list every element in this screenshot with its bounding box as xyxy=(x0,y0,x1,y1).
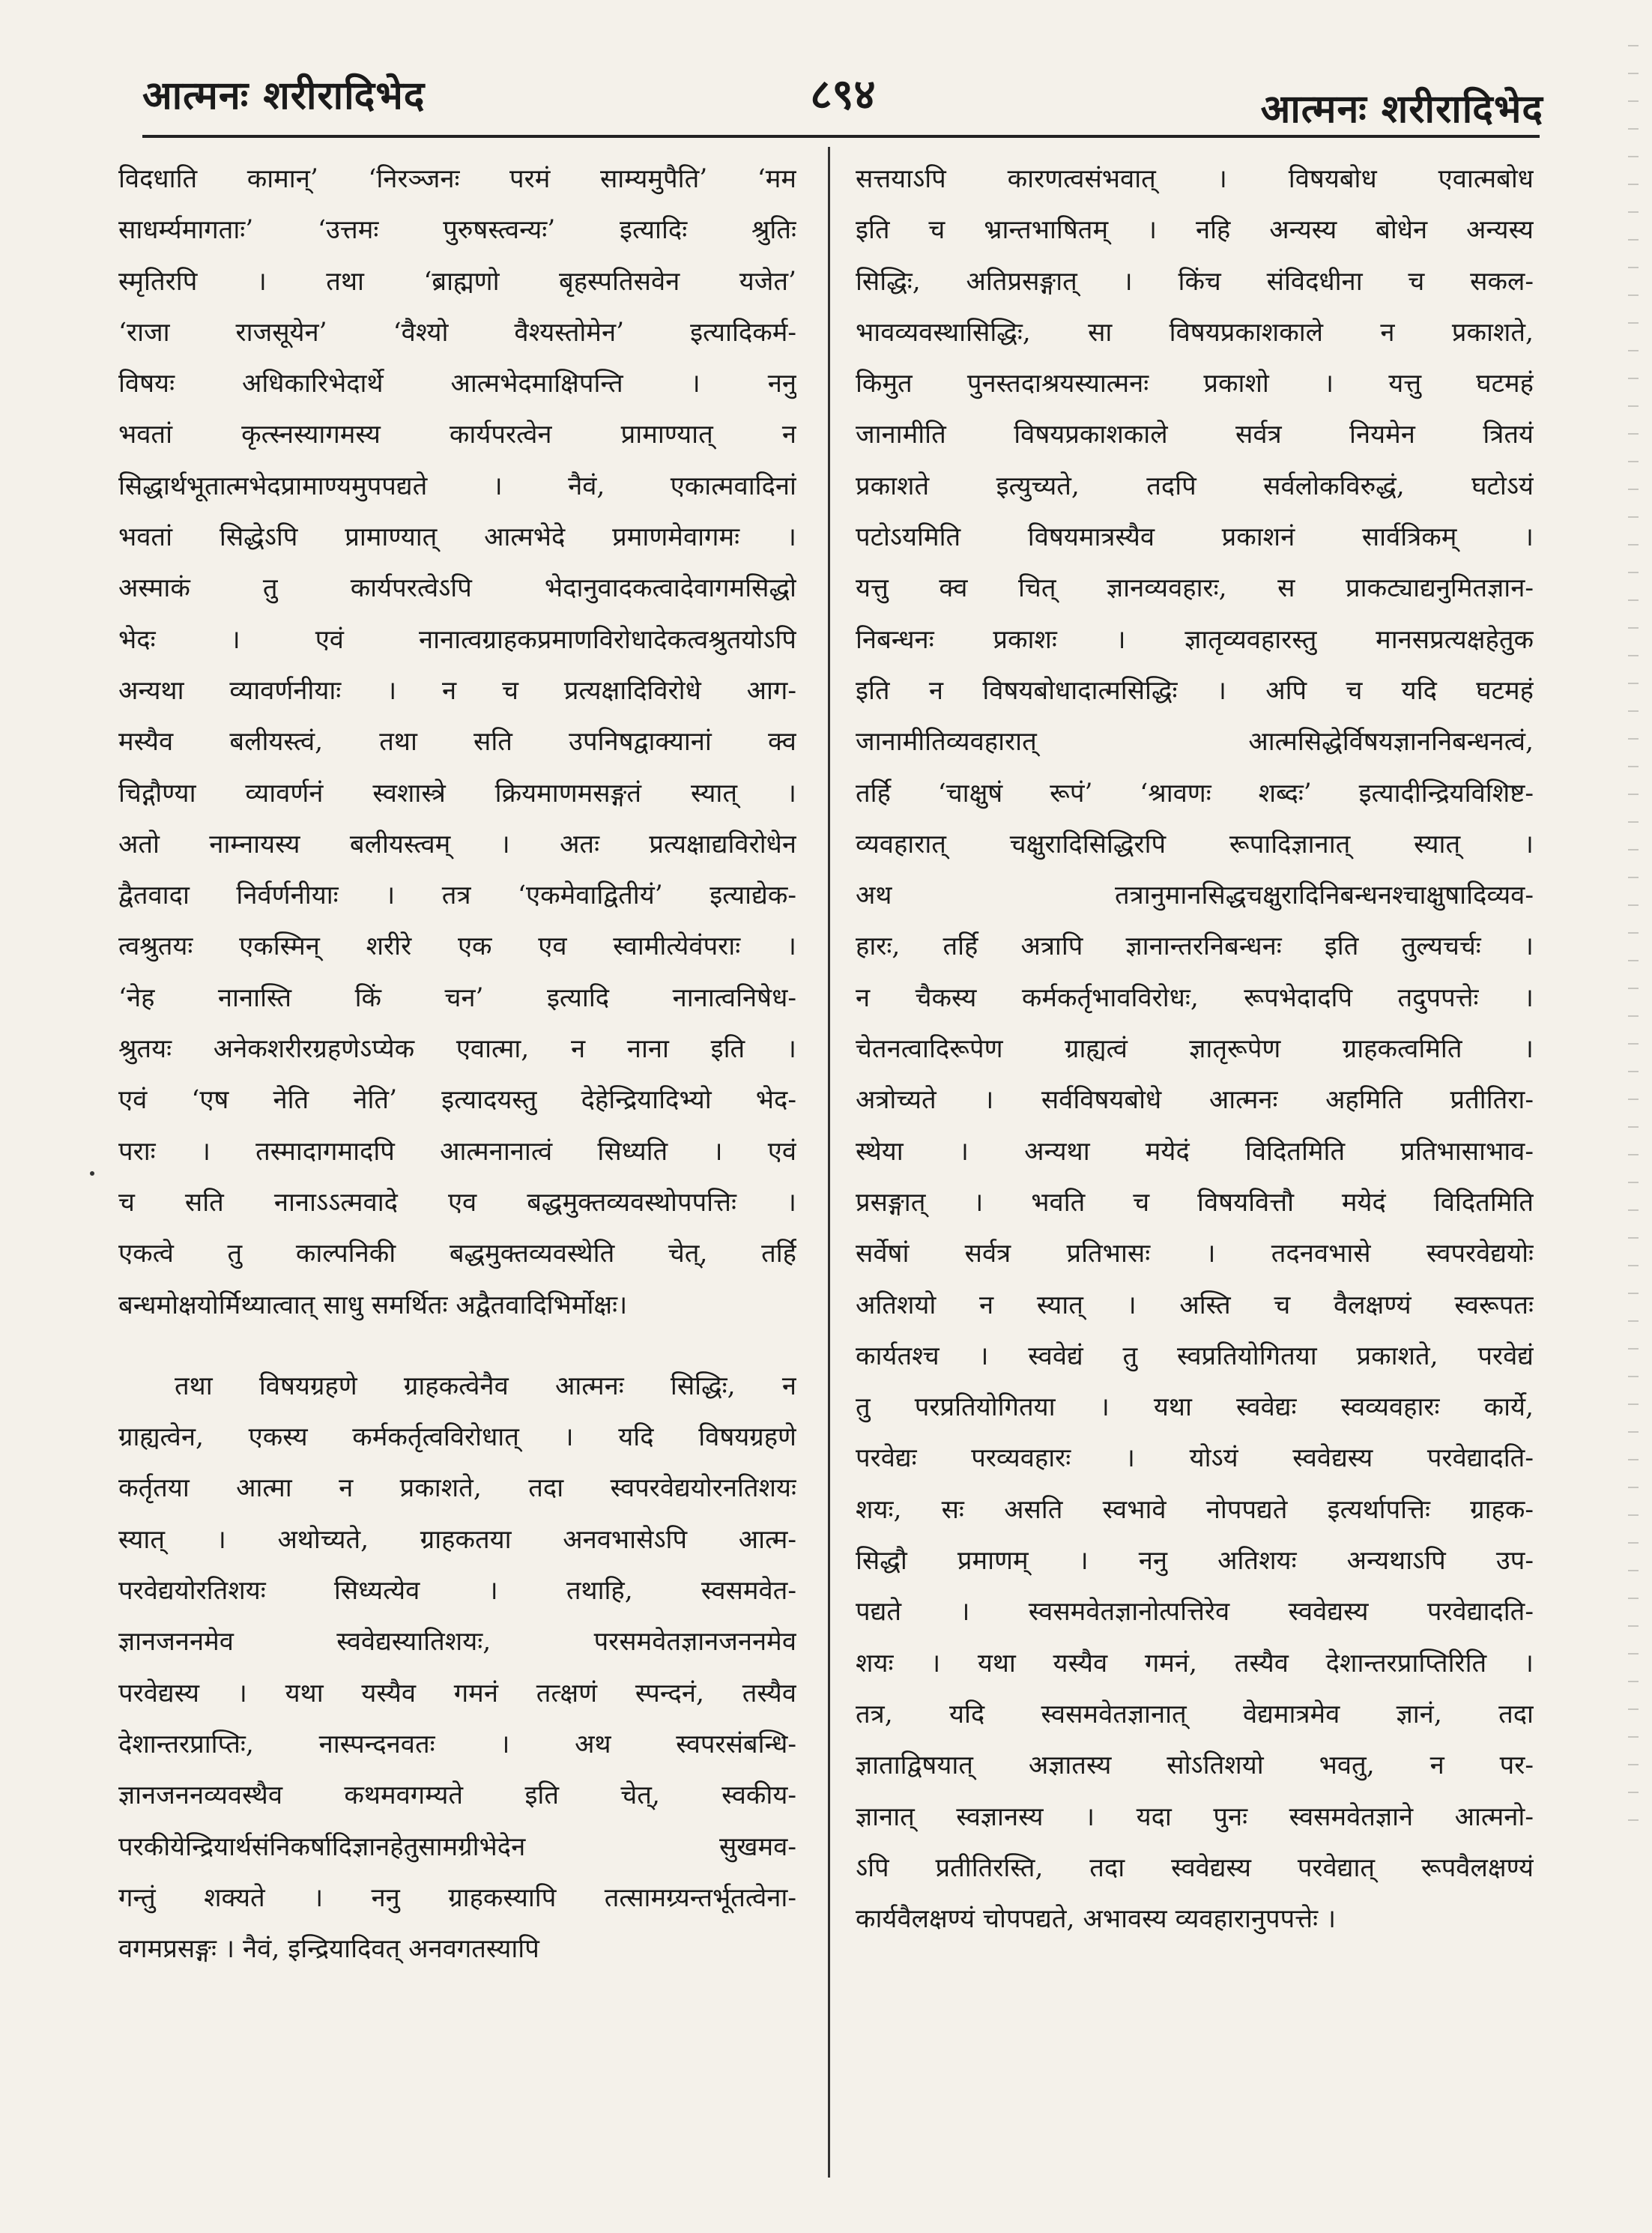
text-line: यत्तु क्व चित् ज्ञानव्यवहारः, स प्राकट्याद्यनुमितज्ञान- xyxy=(856,573,1534,604)
text-line: व्यवहारात् चक्षुरादिसिद्धिरपि रूपादिज्ञानात् स्यात् । xyxy=(856,829,1534,859)
text-line: गन्तुं शक्यते । ननु ग्राहकस्यापि तत्सामग्र्यन्तर्भूतत्वेना- xyxy=(118,1882,796,1913)
text-line: तु परप्रतियोगितया । यथा स्ववेद्यः स्वव्यवहारः कार्ये, xyxy=(856,1392,1534,1423)
text-line: सर्वेषां सर्वत्र प्रतिभासः । तदनवभासे स्वपरवेद्ययोः xyxy=(856,1239,1534,1269)
text-line: स्थेया । अन्यथा मयेदं विदितमिति प्रतिभासाभाव- xyxy=(856,1136,1534,1167)
running-title-right: आत्मनः शरीरादिभेद xyxy=(1260,86,1543,132)
text-line: परवेद्यस्य । यथा यस्यैव गमनं तत्क्षणं स्पन्दनं, तस्यैव xyxy=(118,1678,796,1708)
header-rule xyxy=(142,135,1540,138)
left-paragraph-2 xyxy=(118,1361,796,1975)
text-line: मस्यैव बलीयस्त्वं, तथा सति उपनिषद्वाक्यानां क्व xyxy=(118,727,796,758)
text-line: ‘नेह नानास्ति किं चन’ इत्यादि नानात्वनिषेध- xyxy=(118,982,796,1013)
text-line: साधर्म्यमागताः’ ‘उत्तमः पुरुषस्त्वन्यः’ इत्यादिः श्रुतिः xyxy=(118,215,796,246)
text-line: भवतां कृत्स्नस्यागमस्य कार्यपरत्वेन प्रामाण्यात् न xyxy=(118,420,796,450)
text-line: कर्तृतया आत्मा न प्रकाशते, तदा स्वपरवेद्ययोरनतिशयः xyxy=(118,1473,796,1504)
text-line: वगमप्रसङ्गः । नैवं, इन्द्रियादिवत् अनवगतस्यापि xyxy=(118,1934,539,1965)
text-line: अतिशयो न स्यात् । अस्ति च वैलक्षण्यं स्वरूपतः xyxy=(856,1290,1534,1320)
text-line: बन्धमोक्षयोर्मिथ्यात्वात् साधु समर्थितः अद्वैतवादिभिर्मोक्षः। xyxy=(118,1290,628,1320)
text-line: निबन्धनः प्रकाशः । ज्ञातृव्यवहारस्तु मानसप्रत्यक्षहेतुक xyxy=(856,624,1534,655)
running-title-left: आत्मनः शरीरादिभेद xyxy=(142,73,426,118)
text-line: एवं ‘एष नेति नेति’ इत्यादयस्तु देहेन्द्रियादिभ्यो भेद- xyxy=(118,1085,796,1116)
right-column-text xyxy=(856,154,1534,1945)
text-line: एकत्वे तु काल्पनिकी बद्धमुक्तव्यवस्थेति चेत्, तर्हि xyxy=(118,1239,796,1269)
text-line: प्रकाशते इत्युच्यते, तदपि सर्वलोकविरुद्धं, घटोऽयं xyxy=(856,471,1534,501)
text-line: अत्रोच्यते । सर्वविषयबोधे आत्मनः अहमिति प्रतीतिरा- xyxy=(856,1085,1534,1116)
text-line: श्रुतयः अनेकशरीरग्रहणेऽप्येक एवात्मा, न नाना इति । xyxy=(118,1034,796,1065)
text-line: ऽपि प्रतीतिरस्ति, तदा स्ववेद्यस्य परवेद्यात् रूपवैलक्षण्यं xyxy=(856,1852,1534,1883)
text-line: ज्ञाताद्विषयात् अज्ञातस्य सोऽतिशयो भवतु, न पर- xyxy=(856,1750,1534,1781)
text-line: सिद्धौ प्रमाणम् । ननु अतिशयः अन्यथाऽपि उप- xyxy=(856,1546,1534,1577)
text-line: परवेद्ययोरतिशयः सिध्यत्येव । तथाहि, स्वसमवेत- xyxy=(118,1576,796,1607)
text-line: अस्माकं तु कार्यपरत्वेऽपि भेदानुवादकत्वादेवागमसिद्धो xyxy=(118,573,796,604)
text-line: विदधाति कामान्’ ‘निरञ्जनः परमं साम्यमुपैति’ ‘मम xyxy=(118,164,796,194)
text-line: स्मृतिरपि । तथा ‘ब्राह्मणो बृहस्पतिसवेन यजेत’ xyxy=(118,266,796,297)
text-line: कार्यवैलक्षण्यं चोपपद्यते, अभावस्य व्यवहारानुपपत्तेः । xyxy=(856,1904,1337,1935)
text-line: तत्र, यदि स्वसमवेतज्ञानात् वेद्यमात्रमेव ज्ञानं, तदा xyxy=(856,1699,1534,1729)
text-line: जानामीतिव्यवहारात् आत्मसिद्धेर्विषयज्ञाननिबन्धनत्वं, xyxy=(856,727,1534,758)
text-line: अतो नाम्नायस्य बलीयस्त्वम् । अतः प्रत्यक्षाद्यविरोधेन xyxy=(118,829,796,859)
text-line: स्यात् । अथोच्यते, ग्राहकतया अनवभासेऽपि आत्म- xyxy=(118,1524,796,1555)
text-line: भवतां सिद्धेऽपि प्रामाण्यात् आत्मभेदे प्रमाणमेवागमः । xyxy=(118,522,796,553)
text-line: ‘राजा राजसूयेन’ ‘वैश्यो वैश्यस्तोमेन’ इत्यादिकर्म- xyxy=(118,317,796,348)
text-line: इति च भ्रान्तभाषितम् । नहि अन्यस्य बोधेन अन्यस्य xyxy=(856,215,1534,246)
text-line: भेदः । एवं नानात्वग्राहकप्रमाणविरोधादेकत्वश्रुतयोऽपि xyxy=(118,624,796,655)
text-line: कार्यतश्च । स्ववेद्यं तु स्वप्रतियोगितया प्रकाशते, परवेद्यं xyxy=(856,1341,1534,1371)
text-line: चेतनत्वादिरूपेण ग्राह्यत्वं ज्ञातृरूपेण ग्राहकत्वमिति । xyxy=(856,1034,1534,1065)
running-header xyxy=(0,52,1652,135)
text-line: परकीयेन्द्रियार्थसंनिकर्षादिज्ञानहेतुसामग्रीभेदेन सुखमव- xyxy=(118,1831,796,1862)
text-line: ज्ञानजननमेव स्ववेद्यस्यातिशयः, परसमवेतज्ञानजननमेव xyxy=(118,1627,796,1658)
left-paragraph-1 xyxy=(118,154,796,1331)
page-edge-marks xyxy=(1628,45,1639,1843)
text-line: च सति नानाऽऽत्मवादे एव बद्धमुक्तव्यवस्थोपपत्तिः । xyxy=(118,1187,796,1218)
margin-speck xyxy=(90,1171,94,1176)
right-column xyxy=(856,154,1534,2181)
text-line: देशान्तरप्राप्तिः, नास्पन्दनवतः । अथ स्वपरसंबन्धि- xyxy=(118,1729,796,1759)
column-divider xyxy=(828,147,830,2178)
text-line: किमुत पुनस्तदाश्रयस्यात्मनः प्रकाशो । यत्तु घटमहं xyxy=(856,369,1534,399)
text-line: द्वैतवादा निर्वर्णनीयाः । तत्र ‘एकमेवाद्वितीयं’ इत्याद्येक- xyxy=(118,880,796,911)
text-line: पद्यते । स्वसमवेतज्ञानोत्पत्तिरेव स्ववेद्यस्य परवेद्यादति- xyxy=(856,1597,1534,1628)
left-column xyxy=(118,154,796,2181)
text-line: ग्राह्यत्वेन, एकस्य कर्मकर्तृत्वविरोधात् । यदि विषयग्रहणे xyxy=(118,1422,796,1453)
text-line: तथा विषयग्रहणे ग्राहकत्वेनैव आत्मनः सिद्धिः, न xyxy=(175,1371,796,1401)
text-line: अन्यथा व्यावर्णनीयाः । न च प्रत्यक्षादिविरोधे आग- xyxy=(118,675,796,706)
text-line: पटोऽयमिति विषयमात्रस्यैव प्रकाशनं सार्वत्रिकम् । xyxy=(856,522,1534,553)
text-line: भावव्यवस्थासिद्धिः, सा विषयप्रकाशकाले न प्रकाशते, xyxy=(856,317,1534,348)
text-line: हारः, तर्हि अत्रापि ज्ञानान्तरनिबन्धनः इति तुल्यचर्चः । xyxy=(856,931,1534,962)
text-line: ज्ञानजननव्यवस्थैव कथमवगम्यते इति चेत्, स्वकीय- xyxy=(118,1780,796,1811)
text-line: सत्तयाऽपि कारणत्वसंभवात् । विषयबोध एवात्मबोध xyxy=(856,164,1534,194)
text-line: अथ तत्रानुमानसिद्धचक्षुरादिनिबन्धनश्चाक्षुषादिव्यव- xyxy=(856,880,1534,911)
text-line: सिद्धार्थभूतात्मभेदप्रामाण्यमुपपद्यते । नैवं, एकात्मवादिनां xyxy=(118,471,796,501)
text-line: इति न विषयबोधादात्मसिद्धिः । अपि च यदि घटमहं xyxy=(856,675,1534,706)
text-line: पराः । तस्मादागमादपि आत्मनानात्वं सिध्यति । एवं xyxy=(118,1136,796,1167)
text-line: सिद्धिः, अतिप्रसङ्गात् । किंच संविदधीना च सकल- xyxy=(856,266,1534,297)
text-line: ज्ञानात् स्वज्ञानस्य । यदा पुनः स्वसमवेतज्ञाने आत्मनो- xyxy=(856,1801,1534,1832)
text-line: परवेद्यः परव्यवहारः । योऽयं स्ववेद्यस्य परवेद्यादति- xyxy=(856,1443,1534,1474)
text-line: शयः, सः असति स्वभावे नोपपद्यते इत्यर्थापत्तिः ग्राहक- xyxy=(856,1494,1534,1525)
text-line: विषयः अधिकारिभेदार्थे आत्मभेदमाक्षिपन्ति । ननु xyxy=(118,369,796,399)
page-number: ८९४ xyxy=(810,70,876,119)
text-line: शयः । यथा यस्यैव गमनं, तस्यैव देशान्तरप्राप्तिरिति । xyxy=(856,1648,1534,1678)
text-line: त्वश्रुतयः एकस्मिन् शरीरे एक एव स्वामीत्येवंपराः । xyxy=(118,931,796,962)
text-line: जानामीति विषयप्रकाशकाले सर्वत्र नियमेन त्रितयं xyxy=(856,420,1534,450)
text-line: न चैकस्य कर्मकर्तृभावविरोधः, रूपभेदादपि तदुपपत्तेः । xyxy=(856,982,1534,1013)
text-line: तर्हि ‘चाक्षुषं रूपं’ ‘श्रावणः शब्दः’ इत्यादीन्द्रियविशिष्ट- xyxy=(856,778,1534,809)
text-line: चिद्गौण्या व्यावर्णनं स्वशास्त्रे क्रियमाणमसङ्गतं स्यात् । xyxy=(118,778,796,809)
paragraph-gap xyxy=(118,1331,796,1361)
text-line: प्रसङ्गात् । भवति च विषयवित्तौ मयेदं विदितमिति xyxy=(856,1187,1534,1218)
